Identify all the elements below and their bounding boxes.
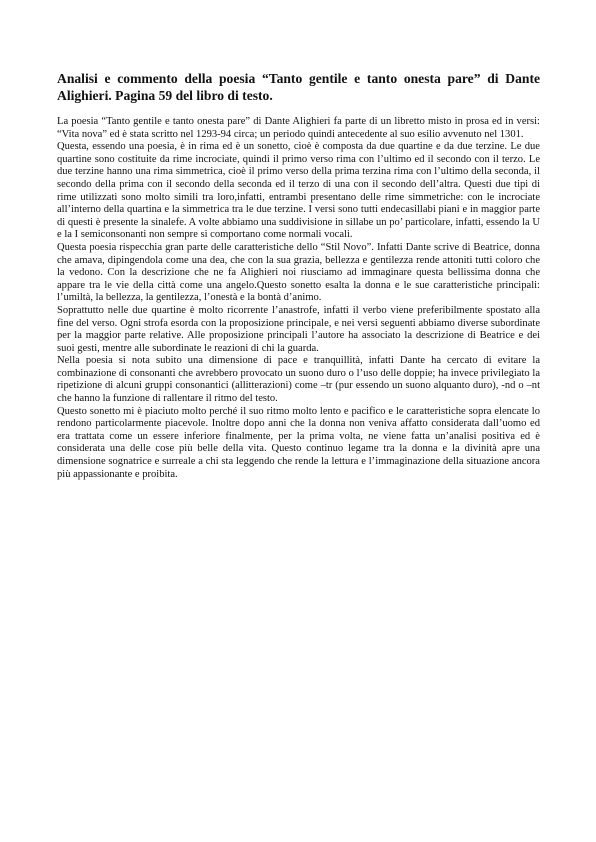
paragraph-sound: Nella poesia si nota subito una dimensione di pace e tranquillità, infatti Dante ha cercato di evitare la combinazione di consonanti che avrebbero provocato un suono duro o l’uso delle doppie; ha invece privilegiato la ripetizione di alcuni gruppi consonantici (allitterazioni) come –tr (pur essendo un suono alquanto duro), -nd o –nt che hanno la funzione di rallentare il ritmo del testo. <box>57 355 540 405</box>
document-title: Analisi e commento della poesia “Tanto gentile e tanto onesta pare” di Dante Alighieri. Pagina 59 del libro di testo. <box>57 71 540 103</box>
paragraph-stil-novo: Questa poesia rispecchia gran parte delle caratteristiche dello “Stil Novo”. Infatti Dante scrive di Beatrice, donna che amava, dipingendola come una dea, che con la sua grazia, bellezza e gentilezza rende attoniti tutti coloro che la vedono. Con la descrizione che ne fa Alighieri noi riusciamo ad immaginare questa bellissima donna che appare tra le vie della città come una angelo.Questo sonetto esalta la donna e le sue caratteristiche principali: l’umiltà, la bellezza, la gentilezza, l’onestà e la bontà d’animo. <box>57 241 540 304</box>
paragraph-syntax: Soprattutto nelle due quartine è molto ricorrente l’anastrofe, infatti il verbo viene preferibilmente spostato alla fine del verso. Ogni strofa esorda con la proposizione principale, e nei versi seguenti abbiamo diverse subordinate per la maggior parte relative. Alle proposizione principali l’autore ha associato la descrizione di Beatrice e dei suoi gesti, mentre alle subordinate le reazioni di chi la guarda. <box>57 304 540 354</box>
paragraph-intro: La poesia “Tanto gentile e tanto onesta pare” di Dante Alighieri fa parte di un libretto misto in prosa ed in versi: “Vita nova” ed è stata scritto nel 1293-94 circa; un periodo quindi antecedente al suo esilio avvenuto nel 1301. <box>57 116 540 140</box>
document-page <box>57 70 540 481</box>
paragraph-opinion: Questo sonetto mi è piaciuto molto perché il suo ritmo molto lento e pacifico e le caratteristiche sopra elencate lo rendono particolarmente piacevole. Inoltre dopo anni che la donna non veniva affatto considerata dall’uomo ed era trattata come un essere inferiore finalmente, per la prima volta, ne viene fatta un’analisi positiva ed è considerata una delle cose più belle della vita. Questo continuo legame tra la donna e la divinità apre una dimensione sognatrice e surreale a chi sta leggendo che rende la lettura e l’immaginazione della situazione ancora più appassionante e proibita. <box>57 405 540 480</box>
paragraph-metrics: Questa, essendo una poesia, è in rima ed è un sonetto, cioè è composta da due quartine e da due terzine. Le due quartine sono costituite da rime incrociate, quindi il primo verso rima con l’ultimo ed il secondo con il terzo. Le due terzine hanno una rima simmetrica, cioè il primo verso della prima terzina rima con l’ultimo della seconda, il secondo della prima con il secondo della seconda ed il terzo di una con il secondo dell’altra. Questi due tipi di rime utilizzati sono molto simili tra loro,infatti, entrambi presentano delle rime simmetriche: con le incrociate all’interno della quartina e la simmetrica tra le due terzine. I versi sono tutti endecasillabi piani e in maggior parte di questi è presente la sinalefe. A volte abbiamo una suddivisione in sillabe un po’ particolare, infatti, essendo la U e la I semiconsonanti non sempre si comportano come normali vocali. <box>57 141 540 241</box>
